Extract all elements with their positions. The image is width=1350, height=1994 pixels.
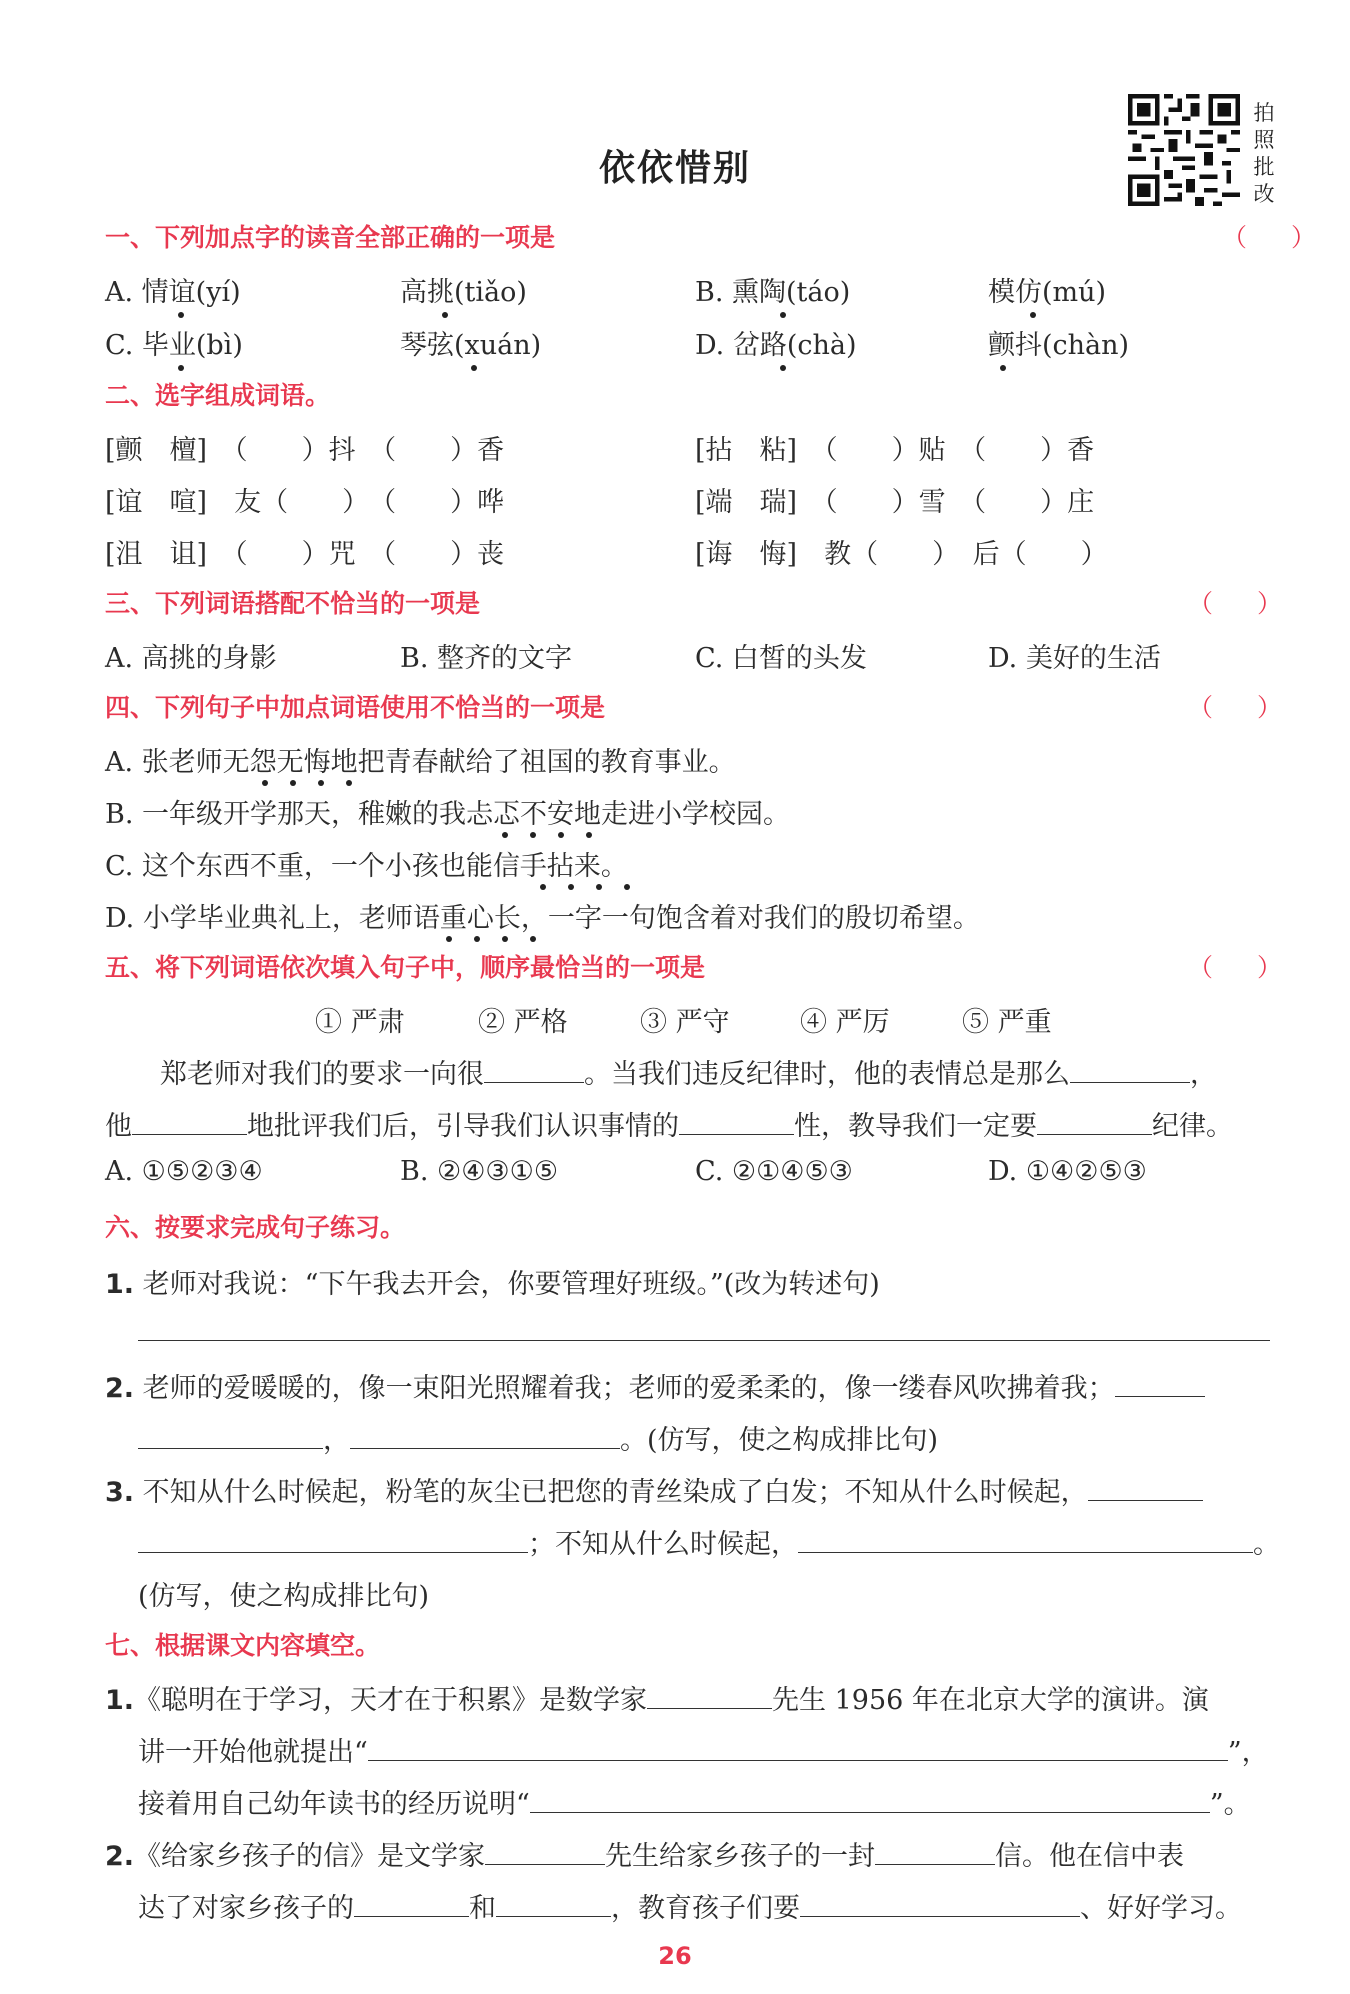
s1-option-a-1: A. 情谊(yí) (105, 277, 241, 308)
s1-option-d-1: D. 岔路(chà) (695, 330, 857, 361)
s5-word-4: ④ 严厉 (800, 1007, 890, 1038)
section-1-answer-blank[interactable]: （ ） (1222, 223, 1334, 252)
fill-blank[interactable] (798, 1526, 1253, 1553)
s1-option-c-1: C. 毕业(bì) (105, 330, 243, 361)
s4-sentence-a: A. 张老师无怨无悔地把青春献给了祖国的教育事业。 (105, 747, 736, 778)
section-5-answer-blank[interactable]: （ ） (1188, 953, 1300, 982)
fill-blank[interactable] (530, 1786, 1210, 1813)
s3-option-a: A. 高挑的身影 (105, 643, 277, 674)
s5-word-5: ⑤ 严重 (962, 1007, 1052, 1038)
fill-blank[interactable] (679, 1108, 794, 1135)
s6-question-2-cont: ， 。(仿写，使之构成排比句) (138, 1418, 938, 1457)
fill-blank[interactable] (138, 1422, 323, 1449)
fill-blank[interactable] (132, 1108, 247, 1135)
s4-sentence-d: D. 小学毕业典礼上，老师语重心长，一字一句饱含着对我们的殷切希望。 (105, 903, 980, 934)
section-3-heading: 三、下列词语搭配不恰当的一项是 (105, 589, 481, 618)
s6-question-2: 2. 老师的爱暖暖的，像一束阳光照耀着我；老师的爱柔柔的，像一缕春风吹拂着我； (105, 1366, 1205, 1405)
fill-blank[interactable] (368, 1734, 1228, 1761)
s5-option-c: C. ②①④⑤③ (695, 1156, 853, 1187)
s6-question-1: 1. 老师对我说：“下午我去开会，你要管理好班级。”(改为转述句) (105, 1269, 880, 1300)
s5-word-2: ② 严格 (478, 1007, 568, 1038)
fill-blank[interactable] (1037, 1108, 1152, 1135)
s1-option-c-2: 琴弦(xuán) (400, 330, 542, 361)
section-6-heading: 六、按要求完成句子练习。 (105, 1213, 406, 1242)
s4-sentence-b: B. 一年级开学那天，稚嫩的我忐忑不安地走进小学校园。 (105, 799, 791, 830)
section-2-heading: 二、选字组成词语。 (105, 381, 331, 410)
s7-question-1-line-3: 接着用自己幼年读书的经历说明“ ”。 (138, 1782, 1251, 1821)
s2-row-1-right: [拈 粘] （ ）贴 （ ）香 (695, 435, 1095, 466)
fill-blank[interactable] (138, 1526, 528, 1553)
fill-blank[interactable] (1088, 1474, 1203, 1501)
s7-question-1-line-2: 讲一开始他就提出“ ”， (138, 1730, 1269, 1769)
s5-passage-line-2: 他 地批评我们后，引导我们认识事情的 性，教导我们一定要 纪律。 (105, 1104, 1233, 1143)
s3-option-c: C. 白皙的头发 (695, 643, 867, 674)
answer-line[interactable] (138, 1340, 1270, 1341)
fill-blank[interactable] (485, 1838, 605, 1865)
s5-option-d: D. ①④②⑤③ (988, 1156, 1147, 1187)
s4-sentence-c: C. 这个东西不重，一个小孩也能信手拈来。 (105, 851, 628, 882)
s5-passage-line-1: 郑老师对我们的要求一向很 。当我们违反纪律时，他的表情总是那么 ， (160, 1052, 1217, 1091)
s7-question-1-line-1: 1.《聪明在于学习，天才在于积累》是数学家 先生 1956 年在北京大学的演讲。演 (105, 1678, 1209, 1717)
section-3-answer-blank[interactable]: （ ） (1188, 589, 1300, 618)
s1-option-b-2: 模仿(mú) (988, 277, 1107, 308)
section-4-heading: 四、下列句子中加点词语使用不恰当的一项是 (105, 693, 606, 722)
s7-question-2-line-1: 2.《给家乡孩子的信》是文学家 先生给家乡孩子的一封 信。他在信中表 (105, 1834, 1184, 1873)
s2-row-2-right: [端 瑞] （ ）雪 （ ）庄 (695, 487, 1095, 518)
qr-caption: 拍 照 批 改 (1253, 101, 1275, 206)
section-5-heading: 五、将下列词语依次填入句子中，顺序最恰当的一项是 (105, 953, 706, 982)
s5-word-1: ① 严肃 (315, 1007, 405, 1038)
section-4-answer-blank[interactable]: （ ） (1188, 693, 1300, 722)
s5-word-3: ③ 严守 (640, 1007, 730, 1038)
page-number: 26 (658, 1942, 692, 1970)
fill-blank[interactable] (350, 1422, 620, 1449)
fill-blank[interactable] (484, 1056, 584, 1083)
section-1-heading: 一、下列加点字的读音全部正确的一项是 (105, 223, 556, 252)
fill-blank[interactable] (496, 1890, 611, 1917)
s7-question-2-line-2: 达了对家乡孩子的 和 ，教育孩子们要 、好好学习。 (138, 1886, 1242, 1925)
s6-question-3-cont: ；不知从什么时候起， 。 (138, 1522, 1280, 1561)
fill-blank[interactable] (1115, 1370, 1205, 1397)
s1-option-b-1: B. 熏陶(táo) (695, 277, 851, 308)
s1-option-d-2: 颤抖(chàn) (988, 330, 1130, 361)
s5-option-a: A. ①⑤②③④ (105, 1156, 263, 1187)
qr-code (1128, 94, 1240, 206)
fill-blank[interactable] (1070, 1056, 1190, 1083)
s5-option-b: B. ②④③①⑤ (400, 1156, 559, 1187)
s2-row-1-left: [颤 檀] （ ）抖 （ ）香 (105, 435, 505, 466)
s2-row-3-left: [沮 诅] （ ）咒 （ ）丧 (105, 539, 505, 570)
s1-option-a-2: 高挑(tiǎo) (400, 277, 527, 308)
s6-question-3-note: (仿写，使之构成排比句) (138, 1581, 430, 1612)
fill-blank[interactable] (800, 1890, 1080, 1917)
fill-blank[interactable] (875, 1838, 995, 1865)
s6-question-3: 3. 不知从什么时候起，粉笔的灰尘已把您的青丝染成了白发；不知从什么时候起， (105, 1470, 1203, 1509)
fill-blank[interactable] (354, 1890, 469, 1917)
s3-option-b: B. 整齐的文字 (400, 643, 573, 674)
s2-row-2-left: [谊 喧] 友（ ） （ ）哗 (105, 487, 505, 518)
section-7-heading: 七、根据课文内容填空。 (105, 1631, 381, 1660)
s3-option-d: D. 美好的生活 (988, 643, 1161, 674)
page-title: 依依惜别 (598, 148, 751, 189)
s2-row-3-right: [诲 悔] 教（ ） 后（ ） (695, 539, 1108, 570)
fill-blank[interactable] (647, 1682, 772, 1709)
